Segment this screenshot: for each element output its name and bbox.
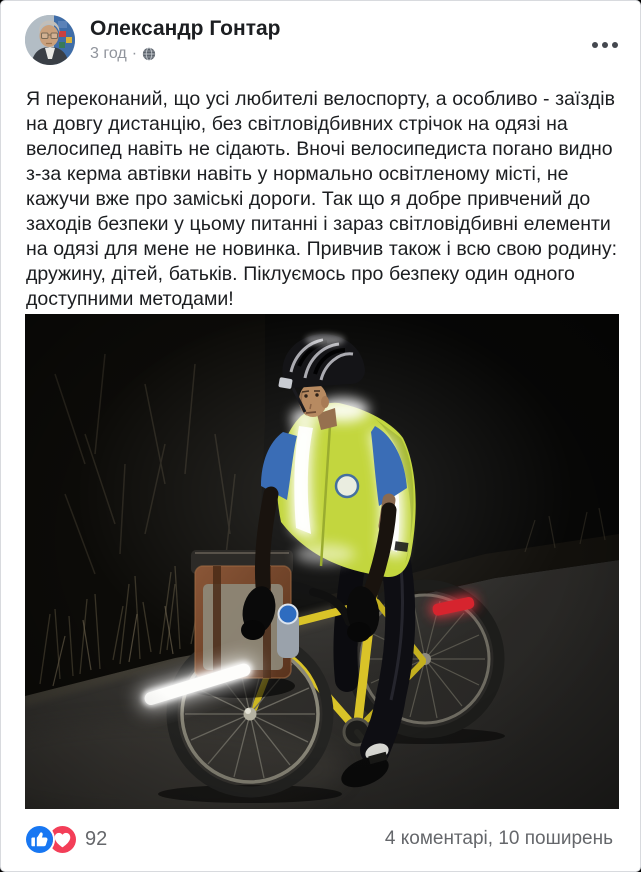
post-footer: [26, 821, 613, 857]
post-meta: [90, 45, 281, 63]
reaction-count: 92: [85, 827, 108, 850]
header-text: [90, 17, 281, 63]
timestamp[interactable]: 3 год: [90, 45, 127, 62]
globe-icon: [142, 47, 156, 61]
avatar-image: [25, 15, 75, 65]
author-name[interactable]: Олександр Гонтар: [90, 17, 281, 40]
love-icon: [49, 826, 76, 853]
night-cyclist-photo: [25, 314, 619, 809]
post-photo[interactable]: [25, 314, 619, 809]
post-header: [25, 14, 622, 68]
meta-separator: ·: [131, 45, 138, 62]
post-menu-button[interactable]: [590, 36, 620, 54]
avatar[interactable]: [25, 15, 75, 65]
post-text: Я переконаний, що усі любителі велоспорту, а особливо - заїздів на довгу дистанцію, без світловідбивних стрічок на одязі на велосипед навіть не сідають. Вночі велосипедиста погано видно з-за керма автівки навіть у нормально освітленому місті, не кажучи вже про заміські дороги. Так що я добре привчений до заходів безпеки у цьому питанні і зараз світловідбивні елементи на одязі для мене не новинка. Привчив також і всю свою родину: дружину, дітей, батьків. Піклуємось про безпеку один одного доступними методами!: [26, 88, 617, 310]
reactions-summary[interactable]: [26, 826, 107, 853]
ellipsis-icon: [592, 42, 598, 48]
like-icon: [26, 826, 53, 853]
comments-shares-count[interactable]: 4 коментарі, 10 поширень: [384, 828, 613, 849]
